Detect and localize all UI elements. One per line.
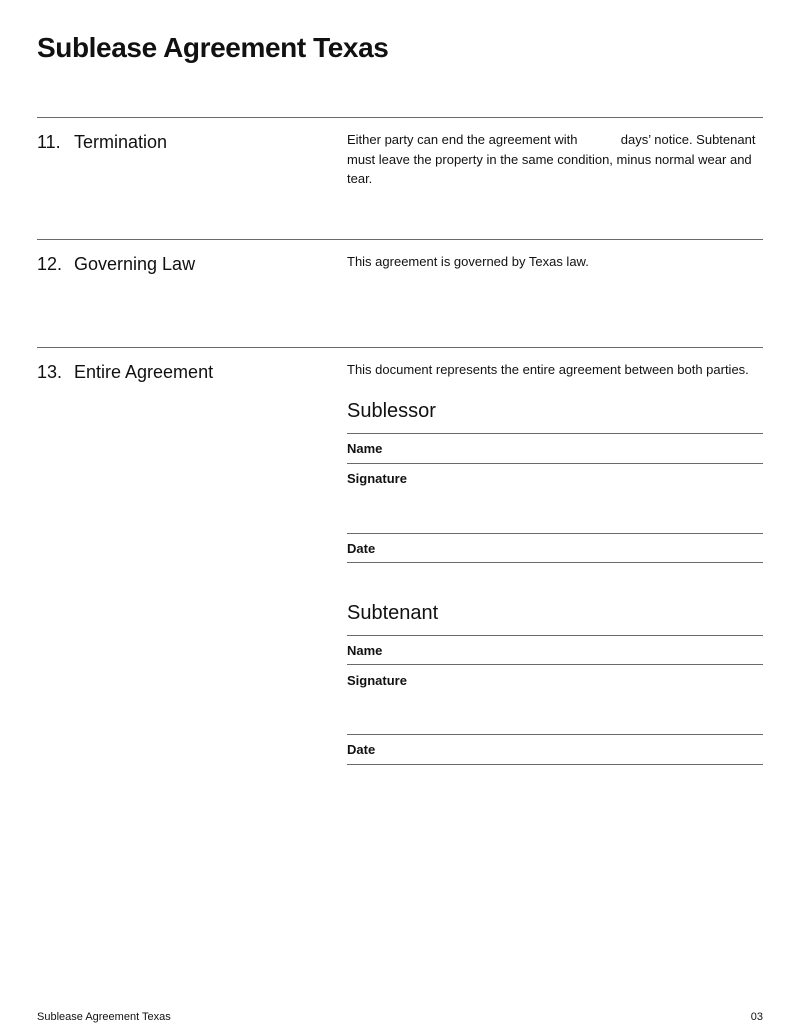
subtenant-signature-label: Signature [347,673,407,688]
subtenant-date-line[interactable] [347,764,763,765]
termination-text-before: Either party can end the agreement with [347,132,578,147]
footer-page-number: 03 [750,1011,763,1023]
section-title-governing-law: Governing Law [74,254,196,274]
sublessor-heading: Sublessor [347,400,436,422]
sublessor-date-label: Date [347,541,376,556]
section-divider [37,117,763,118]
sublessor-signature-line[interactable] [347,533,763,534]
sublessor-heading-rule [347,433,763,434]
sublessor-name-line[interactable] [347,463,763,464]
section-body-entire-agreement: This document represents the entire agreement between both parties. [347,362,749,377]
subtenant-heading: Subtenant [347,602,439,624]
termination-text-after: days’ notice. Subtenant must leave the property in the same condition, minus normal wear and tear. [347,132,756,186]
page-title: Sublease Agreement Texas [37,32,389,63]
section-divider [37,347,763,348]
section-number: 13. [37,362,63,382]
subtenant-heading-rule [347,635,763,636]
section-title-entire-agreement: Entire Agreement [74,362,214,382]
section-body-termination [347,130,763,189]
section-divider [37,239,763,240]
section-title-termination: Termination [74,132,168,152]
section-number: 12. [37,254,63,274]
sublessor-name-label: Name [347,441,383,456]
sublessor-signature-label: Signature [347,471,407,486]
subtenant-name-label: Name [347,643,383,658]
footer-document-title: Sublease Agreement Texas [37,1011,171,1023]
sublessor-date-line[interactable] [347,562,763,563]
subtenant-date-label: Date [347,742,376,757]
subtenant-signature-line[interactable] [347,734,763,735]
section-body-governing-law: This agreement is governed by Texas law. [347,254,589,269]
subtenant-name-line[interactable] [347,664,763,665]
section-number: 11. [37,132,61,152]
